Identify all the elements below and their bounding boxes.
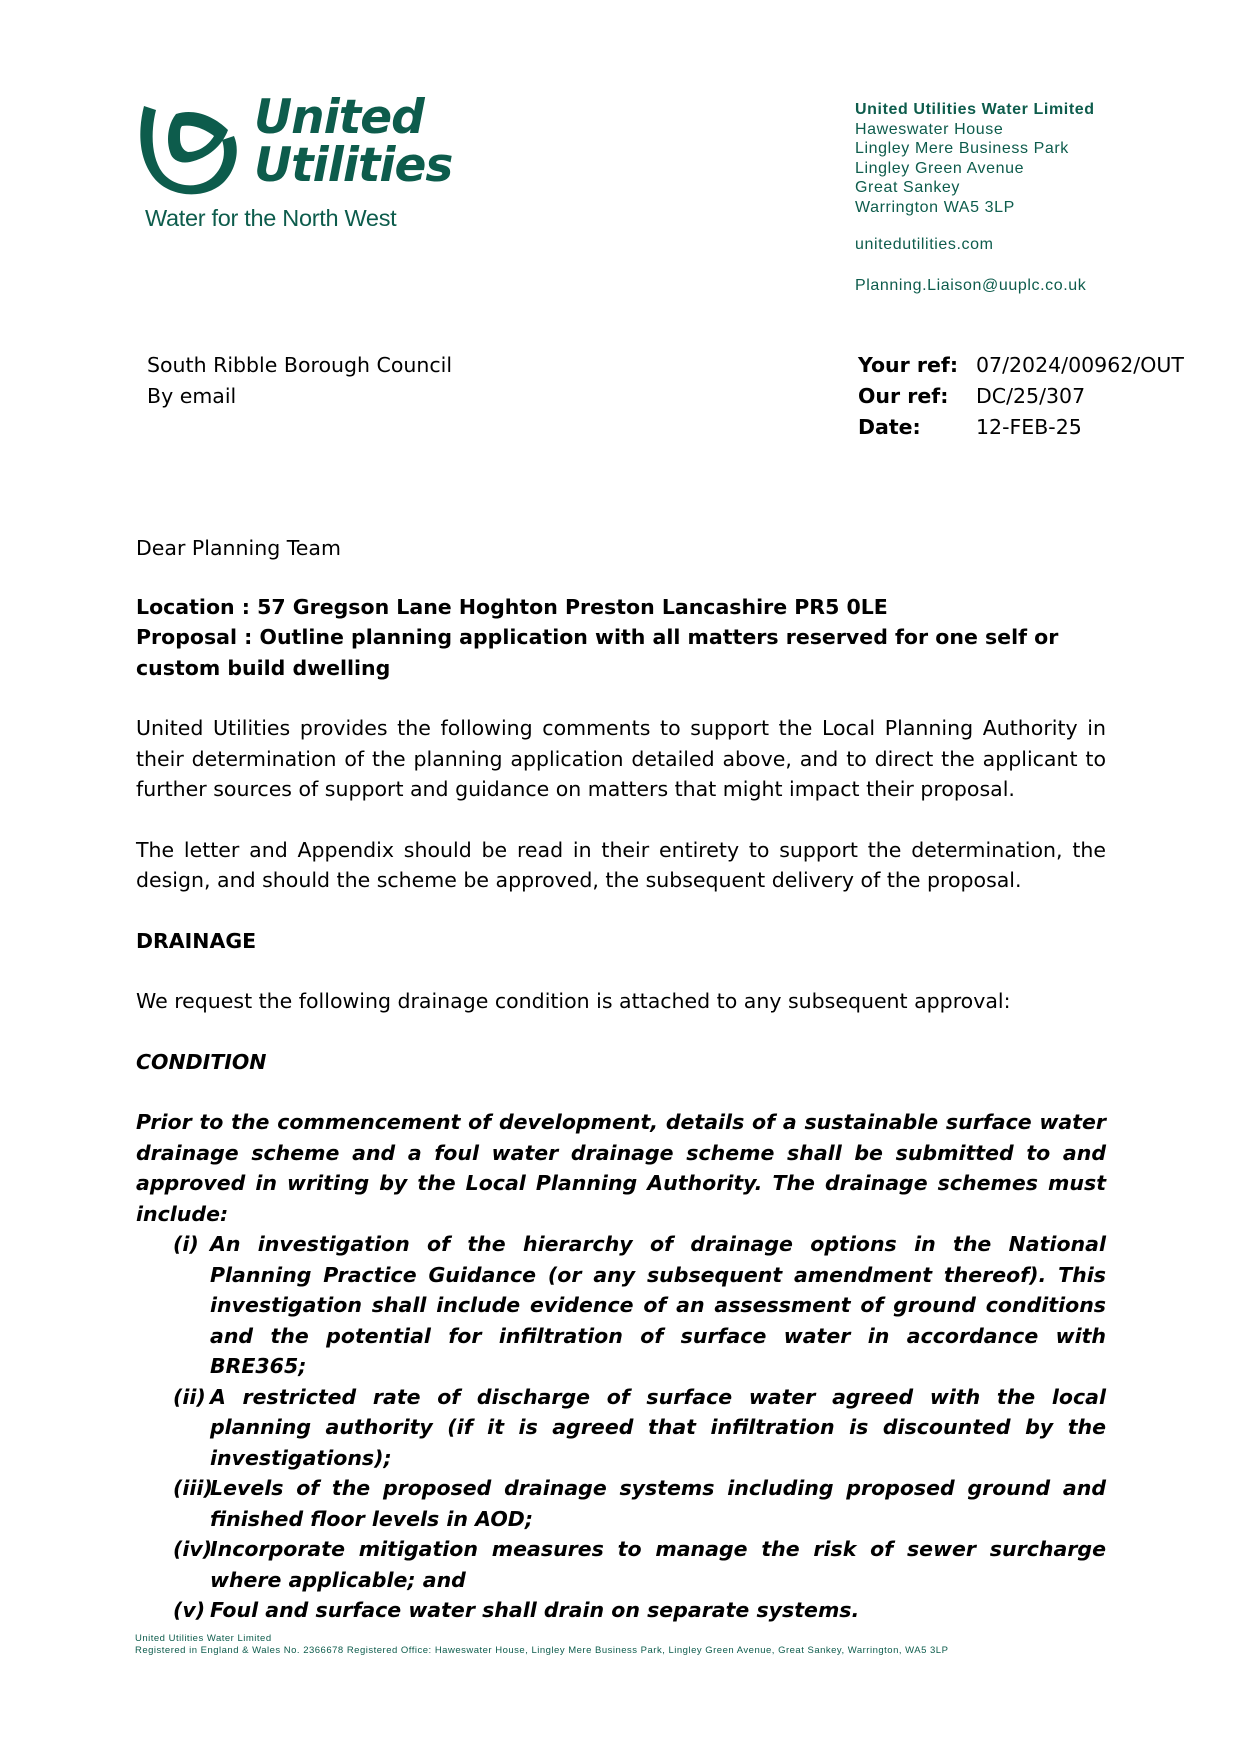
- condition-item-text: Levels of the proposed drainage systems including proposed ground and finished floor levels in AOD;: [210, 1476, 1106, 1531]
- condition-item-text: Foul and surface water shall drain on separate systems.: [210, 1598, 860, 1622]
- address-line: Warrington WA5 3LP: [855, 198, 1015, 216]
- address-line: Great Sankey: [855, 179, 961, 196]
- address-line: Haweswater House: [855, 120, 1004, 138]
- logo-word-utilities: Utilities: [254, 138, 453, 193]
- location-line: Location : 57 Gregson Lane Hoghton Preston Lancashire PR5 0LE: [136, 594, 888, 619]
- condition-item-number: (iii): [173, 1476, 213, 1500]
- united-utilities-logo: [130, 90, 453, 242]
- appendix-paragraph: The letter and Appendix should be read in their entirety to support the determination, the design, and should the scheme be approved, the subsequent delivery of the proposal.: [136, 837, 1106, 892]
- date-label: Date:: [858, 415, 921, 439]
- recipient-block: [147, 350, 452, 412]
- address-line: Lingley Mere Business Park: [855, 140, 1069, 157]
- company-address-block: [855, 100, 1095, 295]
- recipient-delivery: By email: [147, 384, 237, 408]
- condition-item-number: (iv): [173, 1537, 213, 1561]
- date-row: [858, 412, 1184, 443]
- our-ref-label: Our ref:: [858, 384, 949, 408]
- our-ref-row: [858, 381, 1184, 412]
- condition-text: Prior to the commencement of development, details of a sustainable surface water drainage scheme and a foul water drainage scheme shall be submitted to and approved in writing by the Local Planning Authority. The drainage schemes must include:: [136, 1110, 1106, 1226]
- drainage-heading: DRAINAGE: [136, 928, 257, 953]
- condition-item-text: A restricted rate of discharge of surface water agreed with the local planning authority (if it is agreed that infiltration is discounted by the investigations);: [210, 1384, 1106, 1470]
- intro-paragraph: United Utilities provides the following comments to support the Local Planning Authority in their determination of the planning application detailed above, and to direct the applicant to further sources of support and guidance on matters that might impact their proposal.: [136, 716, 1106, 801]
- your-ref-row: [858, 350, 1184, 381]
- page-footer: [135, 1633, 948, 1657]
- company-name: United Utilities Water Limited: [855, 101, 1095, 118]
- condition-item-text: Incorporate mitigation measures to manage the risk of sewer surcharge where applicable; and: [210, 1537, 1106, 1592]
- proposal-line: Proposal : Outline planning application with all matters reserved for one self or custom build dwelling: [136, 625, 1059, 680]
- address-line: Lingley Green Avenue: [855, 159, 1025, 177]
- logo-wordmark: [254, 90, 453, 193]
- recipient-name: South Ribble Borough Council: [147, 353, 453, 377]
- condition-item: [136, 1229, 1106, 1382]
- condition-item: [136, 1595, 1106, 1626]
- condition-item: [136, 1382, 1106, 1474]
- letter-body: [136, 533, 1106, 1626]
- condition-item-number: (v): [173, 1598, 206, 1622]
- condition-item: [136, 1473, 1106, 1534]
- condition-list: [136, 1229, 1106, 1626]
- reference-block: [858, 350, 1184, 443]
- company-website-link[interactable]: unitedutilities.com: [855, 236, 994, 253]
- logo-word-united: United: [254, 90, 424, 145]
- company-email-link[interactable]: Planning.Liaison@uuplc.co.uk: [855, 276, 1087, 294]
- condition-item-text: An investigation of the hierarchy of drainage options in the National Planning Practice Guidance (or any subsequent amendment thereof). This investigation shall include evidence of an assessment of ground conditions and the potential for infiltration of surface water in accordance with BRE365;: [210, 1232, 1106, 1378]
- our-ref-value: DC/25/307: [976, 384, 1086, 408]
- your-ref-value: 07/2024/00962/OUT: [976, 353, 1184, 377]
- drainage-intro: We request the following drainage condition is attached to any subsequent approval:: [136, 989, 1011, 1013]
- footer-registration: Registered in England & Wales No. 2366678 Registered Office: Haweswater House, Lingley Mere Business Park, Lingley Green Avenue, Great Sankey, Warrington, WA5 3LP: [135, 1645, 949, 1656]
- condition-item: [136, 1534, 1106, 1595]
- salutation: Dear Planning Team: [136, 536, 341, 560]
- condition-item-number: (i): [173, 1232, 199, 1256]
- your-ref-label: Your ref:: [858, 353, 959, 377]
- condition-heading: CONDITION: [136, 1049, 267, 1074]
- logo-tagline: Water for the North West: [145, 205, 397, 231]
- united-utilities-logo-mark-icon: [136, 100, 240, 200]
- date-value: 12-FEB-25: [976, 415, 1082, 439]
- footer-company-name: United Utilities Water Limited: [135, 1633, 272, 1644]
- condition-item-number: (ii): [173, 1384, 206, 1409]
